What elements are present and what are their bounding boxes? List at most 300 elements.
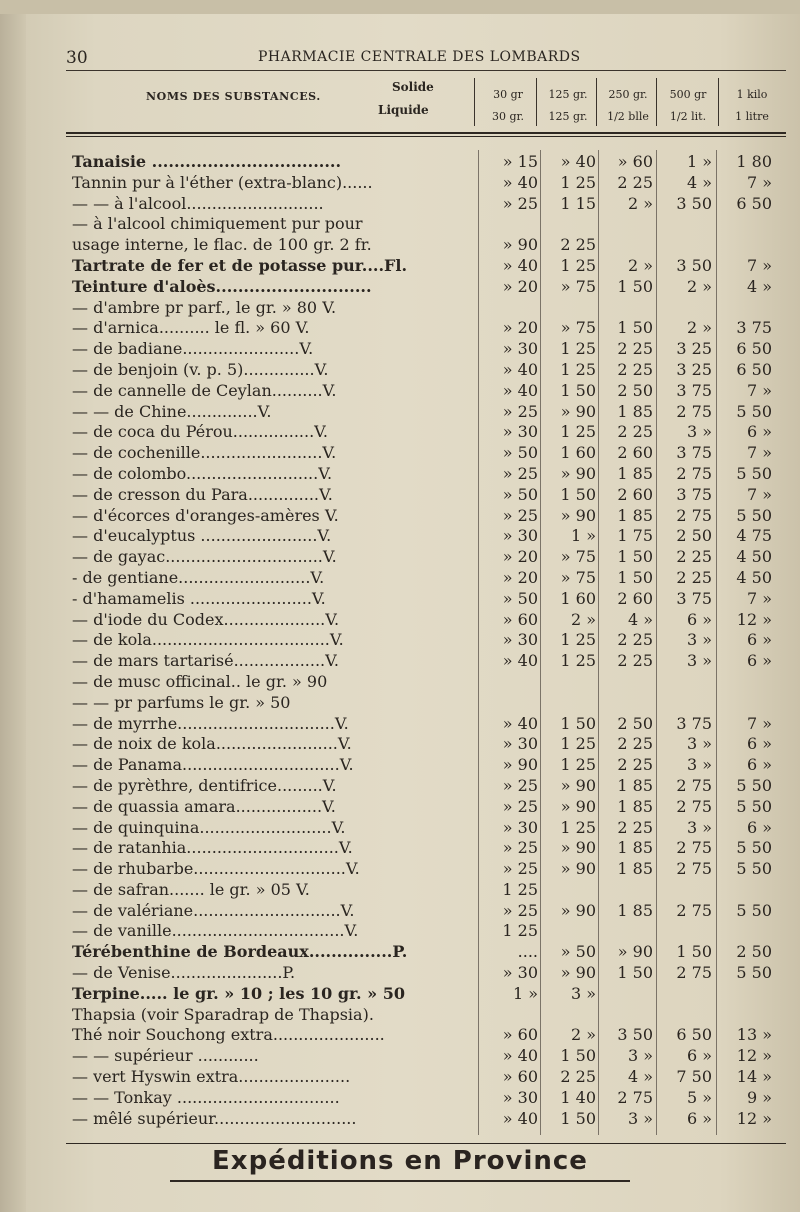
table-row	[72, 734, 782, 755]
price-cell: » 25	[502, 463, 538, 483]
price-cell: 1 25	[560, 339, 596, 359]
price-cell: 3 »	[627, 1108, 653, 1128]
table-row	[72, 818, 782, 839]
table-row	[72, 485, 782, 506]
price-cell: 2 75	[676, 900, 712, 920]
table-row	[72, 360, 782, 381]
price-cell: 1 50	[617, 567, 653, 587]
table-row	[72, 1088, 782, 1109]
table-row	[72, 714, 782, 735]
price-cell: 2 60	[617, 588, 653, 608]
price-cell: 2 50	[736, 942, 772, 962]
price-cell: 5 50	[736, 463, 772, 483]
price-cell: 1 »	[686, 152, 712, 171]
header-top-rule	[66, 70, 786, 71]
price-cell: » 50	[502, 443, 538, 463]
page-number: 30	[66, 48, 88, 68]
price-cell: 7 »	[746, 380, 772, 400]
table-row	[72, 464, 782, 485]
price-cell: 1 85	[617, 796, 653, 816]
header-divider	[718, 78, 719, 126]
price-cell: 1 85	[617, 775, 653, 795]
price-cell: » 50	[502, 588, 538, 608]
price-cell: » 25	[502, 859, 538, 879]
price-cell: 2 25	[560, 1067, 596, 1087]
price-cell: 3 75	[736, 318, 772, 338]
price-cell: 2 75	[617, 1087, 653, 1107]
price-cell: » 40	[502, 1108, 538, 1128]
price-cell: 1 »	[570, 526, 596, 546]
column-header-noms: NOMS DES SUBSTANCES.	[146, 90, 321, 103]
price-cell: 5 50	[736, 900, 772, 920]
price-cell: 5 50	[736, 401, 772, 421]
price-cell: 6 »	[746, 630, 772, 650]
price-cell: 1 15	[560, 193, 596, 213]
price-cell: 6 »	[686, 1108, 712, 1128]
column-header-solide: Solide	[392, 80, 434, 94]
substance-name: — de badiane.......................V.	[72, 339, 314, 359]
price-cell: 2 50	[676, 526, 712, 546]
price-cell: » 40	[502, 255, 538, 275]
price-cell: 1 50	[617, 276, 653, 296]
substance-name: — d'eucalyptus .......................V.	[72, 526, 332, 546]
price-cell: » 75	[560, 276, 596, 296]
substance-name: — de mars tartarisé..................V.	[72, 651, 339, 671]
price-cell: » 75	[560, 318, 596, 338]
price-cell: 6 50	[676, 1025, 712, 1045]
table-row	[72, 838, 782, 859]
table-row	[72, 568, 782, 589]
header-divider	[656, 78, 657, 126]
price-cell: 1 25	[560, 651, 596, 671]
page-top-edge	[0, 0, 800, 14]
table-row	[72, 942, 782, 963]
substance-name: — de valériane.............................V.	[72, 900, 355, 920]
table-row	[72, 277, 782, 298]
price-cell: » 30	[502, 963, 538, 983]
price-cell: 3 75	[676, 484, 712, 504]
price-cell: » 30	[502, 422, 538, 442]
price-cell: 2 60	[617, 443, 653, 463]
price-cell: » 20	[502, 567, 538, 587]
price-cell: 1 50	[676, 942, 712, 962]
price-cell: 4 »	[686, 172, 712, 192]
price-cell: 4 50	[736, 567, 772, 587]
price-cell: » 40	[502, 172, 538, 192]
table-row	[72, 402, 782, 423]
price-cell: » 50	[502, 484, 538, 504]
substance-name: — de vanille..................................V.	[72, 921, 359, 941]
price-cell: 2 »	[627, 255, 653, 275]
table-row	[72, 589, 782, 610]
price-cell: 1 50	[560, 1046, 596, 1066]
price-cell: ....	[517, 942, 538, 962]
table-row	[72, 298, 782, 319]
price-cell: 3 75	[676, 588, 712, 608]
header-bottom-rule-thin	[66, 136, 786, 137]
substance-name: — de benjoin (v. p. 5)..............V.	[72, 359, 329, 379]
price-cell: 1 25	[502, 879, 538, 899]
price-cell: » 90	[560, 838, 596, 858]
substance-name: Tartrate de fer et de potasse pur....Fl.	[72, 255, 408, 275]
price-cell: 2 75	[676, 775, 712, 795]
price-cell: 4 »	[627, 1067, 653, 1087]
table-row	[72, 547, 782, 568]
price-cell: 2 25	[617, 359, 653, 379]
price-cell: 1 25	[560, 422, 596, 442]
price-cell: 2 75	[676, 963, 712, 983]
table-row	[72, 651, 782, 672]
header-bottom-rule	[66, 132, 786, 134]
price-cell: 3 50	[676, 193, 712, 213]
substance-name: — d'ambre pr parf., le gr. » 80 V.	[72, 297, 337, 317]
substance-name: — mêlé supérieur............................	[72, 1108, 357, 1128]
price-cell: 12 »	[736, 1108, 772, 1128]
price-cell: 3 »	[686, 755, 712, 775]
table-row	[72, 194, 782, 215]
price-cell: 5 50	[736, 505, 772, 525]
price-cell: 3 25	[676, 339, 712, 359]
substance-name: — de quinquina..........................V.	[72, 817, 346, 837]
substance-name: Teinture d'aloès............................	[72, 276, 372, 296]
table-row	[72, 630, 782, 651]
price-cell: » 90	[502, 755, 538, 775]
price-cell: 1 50	[560, 1108, 596, 1128]
substance-name: — de gayac...............................V.	[72, 547, 337, 567]
price-cell: 1 25	[502, 921, 538, 941]
price-cell: » 90	[560, 401, 596, 421]
table-row	[72, 693, 782, 714]
price-cell: 6 »	[746, 817, 772, 837]
price-cell: 2 75	[676, 463, 712, 483]
price-cell: 1 25	[560, 734, 596, 754]
substance-name: usage interne, le flac. de 100 gr. 2 fr.	[72, 235, 372, 255]
price-cell: 1 »	[512, 983, 538, 1003]
price-cell: » 20	[502, 276, 538, 296]
price-cell: » 40	[502, 1046, 538, 1066]
price-cell: 6 »	[746, 651, 772, 671]
price-cell: » 30	[502, 630, 538, 650]
price-cell: 2 25	[617, 339, 653, 359]
price-cell: 1 50	[560, 713, 596, 733]
price-cell: » 25	[502, 193, 538, 213]
price-cell: 2 25	[617, 422, 653, 442]
substance-name: - d'hamamelis ........................V.	[72, 588, 326, 608]
price-cell: » 60	[502, 1025, 538, 1045]
price-cell: 6 50	[736, 359, 772, 379]
price-cell: 5 50	[736, 796, 772, 816]
column-header-4: 500 gr 1/2 lit.	[669, 88, 707, 123]
price-cell: » 50	[560, 942, 596, 962]
price-cell: » 60	[502, 609, 538, 629]
price-cell: » 60	[617, 152, 653, 171]
column-header-liquide: Liquide	[378, 103, 429, 117]
substance-name: — de cochenille........................V.	[72, 443, 337, 463]
substance-name: — de Panama...............................V.	[72, 755, 354, 775]
price-cell: 3 75	[676, 380, 712, 400]
price-cell: 7 50	[676, 1067, 712, 1087]
price-cell: » 75	[560, 567, 596, 587]
table-row	[72, 1005, 782, 1026]
price-cell: » 40	[502, 651, 538, 671]
price-cell: 1 25	[560, 755, 596, 775]
table-row	[72, 921, 782, 942]
table-row	[72, 256, 782, 277]
price-cell: 3 50	[617, 1025, 653, 1045]
price-cell: 2 »	[570, 609, 596, 629]
substance-name: — d'arnica.......... le fl. » 60 V.	[72, 318, 310, 338]
price-cell: 6 »	[686, 1046, 712, 1066]
table-row	[72, 859, 782, 880]
header-divider	[596, 78, 597, 126]
price-cell: 1 85	[617, 463, 653, 483]
substance-name: — de kola...................................V.	[72, 630, 344, 650]
price-cell: 3 »	[686, 422, 712, 442]
price-cell: 2 »	[627, 193, 653, 213]
price-cell: 7 »	[746, 172, 772, 192]
table-row	[72, 381, 782, 402]
price-cell: 2 »	[686, 318, 712, 338]
price-cell: 6 »	[746, 422, 772, 442]
price-cell: » 15	[502, 152, 538, 171]
price-cell: 2 25	[617, 755, 653, 775]
substance-name: — — à l'alcool...........................	[72, 193, 324, 213]
table-row	[72, 318, 782, 339]
substance-name: — de quassia amara.................V.	[72, 796, 336, 816]
substance-name: — de rhubarbe..............................V.	[72, 859, 360, 879]
substance-name: — de cannelle de Ceylan..........V.	[72, 380, 337, 400]
price-cell: 2 25	[560, 235, 596, 255]
table-row	[72, 506, 782, 527]
price-cell: » 25	[502, 401, 538, 421]
price-cell: 1 50	[617, 547, 653, 567]
price-cell: 1 25	[560, 359, 596, 379]
substance-name: — à l'alcool chimiquement pur pour	[72, 214, 363, 234]
price-cell: » 25	[502, 505, 538, 525]
price-cell: » 75	[560, 547, 596, 567]
price-cell: 7 »	[746, 713, 772, 733]
price-cell: 2 »	[686, 276, 712, 296]
price-cell: » 25	[502, 838, 538, 858]
substance-name: Thapsia (voir Sparadrap de Thapsia).	[72, 1004, 374, 1024]
price-cell: 3 »	[686, 817, 712, 837]
price-cell: 1 85	[617, 859, 653, 879]
table-row	[72, 963, 782, 984]
price-cell: 4 50	[736, 547, 772, 567]
substance-name: — de cresson du Para..............V.	[72, 484, 333, 504]
substance-name: Thé noir Souchong extra......................	[72, 1025, 385, 1045]
price-cell: 12 »	[736, 1046, 772, 1066]
price-cell: » 90	[560, 775, 596, 795]
price-cell: 1 40	[560, 1087, 596, 1107]
price-cell: 3 50	[676, 255, 712, 275]
price-cell: 1 25	[560, 172, 596, 192]
price-cell: 1 25	[560, 255, 596, 275]
price-cell: 1 85	[617, 505, 653, 525]
price-cell: » 20	[502, 318, 538, 338]
price-cell: 2 25	[676, 567, 712, 587]
price-cell: » 30	[502, 1087, 538, 1107]
page-binding-edge	[0, 0, 26, 1212]
price-cell: 1 25	[560, 817, 596, 837]
column-header-3: 250 gr. 1/2 blle	[607, 88, 649, 123]
substance-name: Tannin pur à l'éther (extra-blanc)......	[72, 172, 373, 192]
price-cell: 2 25	[676, 547, 712, 567]
price-cell: 3 25	[676, 359, 712, 379]
price-cell: » 25	[502, 775, 538, 795]
price-cell: 1 85	[617, 838, 653, 858]
price-cell: » 30	[502, 339, 538, 359]
price-cell: 2 75	[676, 505, 712, 525]
column-header-5: 1 kilo 1 litre	[735, 88, 769, 123]
price-cell: 1 60	[560, 588, 596, 608]
substance-name: — d'écorces d'oranges-amères V.	[72, 505, 339, 525]
substance-name: — de safran....... le gr. » 05 V.	[72, 879, 310, 899]
price-cell: » 90	[560, 505, 596, 525]
table-row	[72, 1067, 782, 1088]
price-cell: 1 75	[617, 526, 653, 546]
price-table	[72, 152, 782, 1129]
price-cell: 2 75	[676, 838, 712, 858]
table-header	[66, 72, 786, 128]
price-cell: 7 »	[746, 588, 772, 608]
price-cell: 4 75	[736, 526, 772, 546]
substance-name: — — Tonkay ................................	[72, 1087, 340, 1107]
footer-banner: Expéditions en Province	[212, 1146, 588, 1176]
price-cell: 3 75	[676, 443, 712, 463]
price-cell: 3 »	[627, 1046, 653, 1066]
price-cell: 3 »	[686, 734, 712, 754]
price-cell: 5 50	[736, 963, 772, 983]
substance-name: — de Venise......................P.	[72, 963, 296, 983]
table-row	[72, 422, 782, 443]
table-bottom-rule	[66, 1143, 786, 1144]
column-header-2: 125 gr. 125 gr.	[548, 88, 588, 123]
substance-name: — d'iode du Codex....................V.	[72, 609, 340, 629]
price-cell: 6 50	[736, 193, 772, 213]
price-cell: » 90	[560, 463, 596, 483]
price-cell: 7 »	[746, 484, 772, 504]
price-cell: » 25	[502, 796, 538, 816]
price-cell: » 30	[502, 817, 538, 837]
price-cell: 2 25	[617, 651, 653, 671]
table-row	[72, 797, 782, 818]
price-cell: 1 85	[617, 900, 653, 920]
price-cell: 6 50	[736, 339, 772, 359]
price-cell: 2 75	[676, 401, 712, 421]
price-cell: 3 75	[676, 713, 712, 733]
price-cell: 1 50	[560, 380, 596, 400]
price-cell: » 90	[502, 235, 538, 255]
table-row	[72, 1025, 782, 1046]
price-cell: » 90	[560, 796, 596, 816]
substance-name: — de pyrèthre, dentifrice.........V.	[72, 775, 337, 795]
price-cell: 12 »	[736, 609, 772, 629]
substance-name: — de coca du Pérou................V.	[72, 422, 329, 442]
table-row	[72, 526, 782, 547]
price-cell: 2 75	[676, 796, 712, 816]
price-cell: 2 25	[617, 817, 653, 837]
price-cell: 2 50	[617, 380, 653, 400]
price-cell: » 90	[560, 963, 596, 983]
table-row	[72, 214, 782, 235]
price-cell: 2 25	[617, 172, 653, 192]
price-cell: » 90	[617, 942, 653, 962]
price-cell: 1 80	[736, 152, 772, 171]
price-cell: 2 75	[676, 859, 712, 879]
substance-name: — vert Hyswin extra......................	[72, 1067, 351, 1087]
header-divider	[474, 78, 475, 126]
price-cell: » 90	[560, 859, 596, 879]
table-row	[72, 755, 782, 776]
table-row	[72, 173, 782, 194]
table-row	[72, 880, 782, 901]
price-cell: 2 50	[617, 713, 653, 733]
table-row	[72, 235, 782, 256]
price-cell: 7 »	[746, 255, 772, 275]
column-header-1: 30 gr 30 gr.	[491, 88, 525, 123]
table-row	[72, 901, 782, 922]
price-cell: 1 50	[617, 318, 653, 338]
table-row	[72, 984, 782, 1005]
price-cell: 5 50	[736, 838, 772, 858]
price-cell: 6 »	[686, 609, 712, 629]
substance-name: — de noix de kola........................V.	[72, 734, 352, 754]
price-cell: 1 25	[560, 630, 596, 650]
substance-name: — de musc officinal.. le gr. » 90	[72, 671, 328, 691]
substance-name: Terpine..... le gr. » 10 ; les 10 gr. » 50	[72, 983, 405, 1003]
table-row	[72, 672, 782, 693]
substance-name: — — de Chine..............V.	[72, 401, 272, 421]
running-title: PHARMACIE CENTRALE DES LOMBARDS	[258, 49, 581, 65]
table-row	[72, 1046, 782, 1067]
price-cell: 13 »	[736, 1025, 772, 1045]
substance-name: — — pr parfums le gr. » 50	[72, 692, 291, 712]
price-cell: 2 25	[617, 630, 653, 650]
price-cell: 4 »	[627, 609, 653, 629]
substance-name: — de ratanhia..............................V.	[72, 838, 353, 858]
table-row	[72, 152, 782, 173]
price-cell: 6 »	[746, 734, 772, 754]
price-cell: » 20	[502, 547, 538, 567]
price-cell: 14 »	[736, 1067, 772, 1087]
price-cell: 2 »	[570, 1025, 596, 1045]
table-row	[72, 443, 782, 464]
price-cell: 5 50	[736, 859, 772, 879]
price-cell: » 40	[502, 713, 538, 733]
price-cell: 1 50	[617, 963, 653, 983]
substance-name: — de myrrhe...............................V.	[72, 713, 349, 733]
substance-name: Térébenthine de Bordeaux...............P.	[72, 942, 408, 962]
substance-name: — — supérieur ............	[72, 1046, 259, 1066]
header-divider	[536, 78, 537, 126]
substance-name: Tanaisie ..................................	[72, 152, 342, 171]
price-cell: 3 »	[686, 630, 712, 650]
price-cell: 1 85	[617, 401, 653, 421]
price-cell: » 60	[502, 1067, 538, 1087]
table-row	[72, 776, 782, 797]
price-cell: 1 60	[560, 443, 596, 463]
price-cell: » 30	[502, 734, 538, 754]
table-row	[72, 339, 782, 360]
price-cell: » 30	[502, 526, 538, 546]
substance-name: - de gentiane..........................V.	[72, 567, 325, 587]
price-cell: 9 »	[746, 1087, 772, 1107]
price-cell: 4 »	[746, 276, 772, 296]
price-cell: 3 »	[570, 983, 596, 1003]
price-cell: » 40	[502, 359, 538, 379]
price-cell: » 40	[502, 380, 538, 400]
